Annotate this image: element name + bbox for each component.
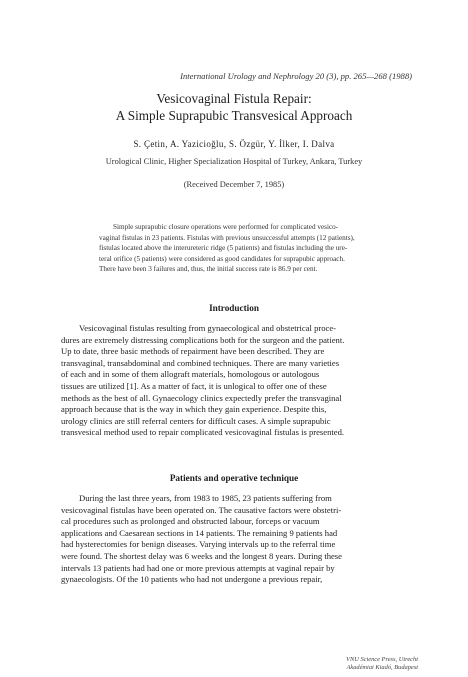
introduction-paragraph [61,323,419,439]
paragraph-line: of each and in some of them allograft materials, homologous or autologous [61,369,320,380]
paragraph-line: Up to date, three basic methods of repairment have been described. They are [61,346,325,357]
section-heading-introduction: Introduction [209,303,259,313]
paragraph-line: applications and Caesarean sections in 14 patients. The remaining 9 patients had [61,527,338,538]
journal-reference: International Urology and Nephrology 20 (3), pp. 265—268 (1988) [180,71,412,81]
paragraph-line: intervals 13 patients had had one or more previous attempts at vaginal repair by [61,562,335,573]
author-list: S. Çetin, A. Yazicioğlu, S. Özgür, Y. İlker, I. Dalva [133,139,335,149]
abstract-line: fistulas located above the interureteric ridge (5 patients) and fistulas including the ure- [99,244,348,252]
section-heading-patients: Patients and operative technique [169,473,299,483]
patients-paragraph [61,493,419,586]
abstract-line: vaginal fistulas in 23 patients. Fistulas with previous unsuccessful attempts (12 patients), [99,233,355,242]
paragraph-line: dures are extremely distressing complications both for the surgeon and the patient. [61,334,345,345]
publisher-line-2: Akadémiai Kiadó, Budapest [346,664,418,671]
paper-title-line-2: A Simple Suprapubic Transvesical Approach [115,108,353,123]
paragraph-line: cal procedures such as prolonged and obstructed labour, forceps or vacuum [61,516,320,527]
abstract-line: teral orifice (5 patients) were considered as good candidates for suprapubic approach. [99,254,345,263]
abstract [99,222,424,275]
paragraph-line: tissues are utilized [1]. As a matter of fact, it is unlogical to offer one of these [61,380,327,391]
paragraph-line: had hysterectomies for benign diseases. Varying intervals up to the referral time [61,539,336,550]
paragraph-line: transvaginal, transabdominal and combined techniques. There are many varieties [61,357,340,368]
paragraph-line: approach because that is the way in which they gain experience. Despite this, [61,404,327,415]
paragraph-line: methods as the best of all. Gynaecology clinics expectedly prefer the transvaginal [61,392,342,403]
paragraph-line: gynaecologists. Of the 10 patients who had not undergone a previous repair, [61,574,323,585]
paper-title-line-1: Vesicovaginal Fistula Repair: [156,91,312,106]
paragraph-line: urology clinics are still referral centers for difficult cases. A simple suprapubic [61,415,331,426]
author-affiliation: Urological Clinic, Higher Specialization Hospital of Turkey, Ankara, Turkey [105,157,363,166]
paragraph-line: Vesicovaginal fistulas resulting from gynaecological and obstetrical proce- [79,323,337,333]
paragraph-line: During the last three years, from 1983 to 1985, 23 patients suffering from [79,493,332,503]
received-date: (Received December 7, 1985) [183,180,285,189]
paragraph-line: transvesical method used to repair complicated vesicovaginal fistulas is presented. [61,427,345,438]
paragraph-line: were found. The shortest delay was 6 weeks and the longest 8 years. During these [61,550,342,561]
publisher-line-1: VNU Science Press, Utrecht [346,656,418,663]
abstract-line: There have been 3 failures and, thus, the initial success rate is 86.9 per cent. [99,265,318,273]
paragraph-line: vesicovaginal fistulas have been operated on. The causative factors were obstetri- [61,504,342,515]
publisher-footer [346,656,418,672]
abstract-line: Simple suprapubic closure operations were performed for complicated vesico- [113,223,339,231]
